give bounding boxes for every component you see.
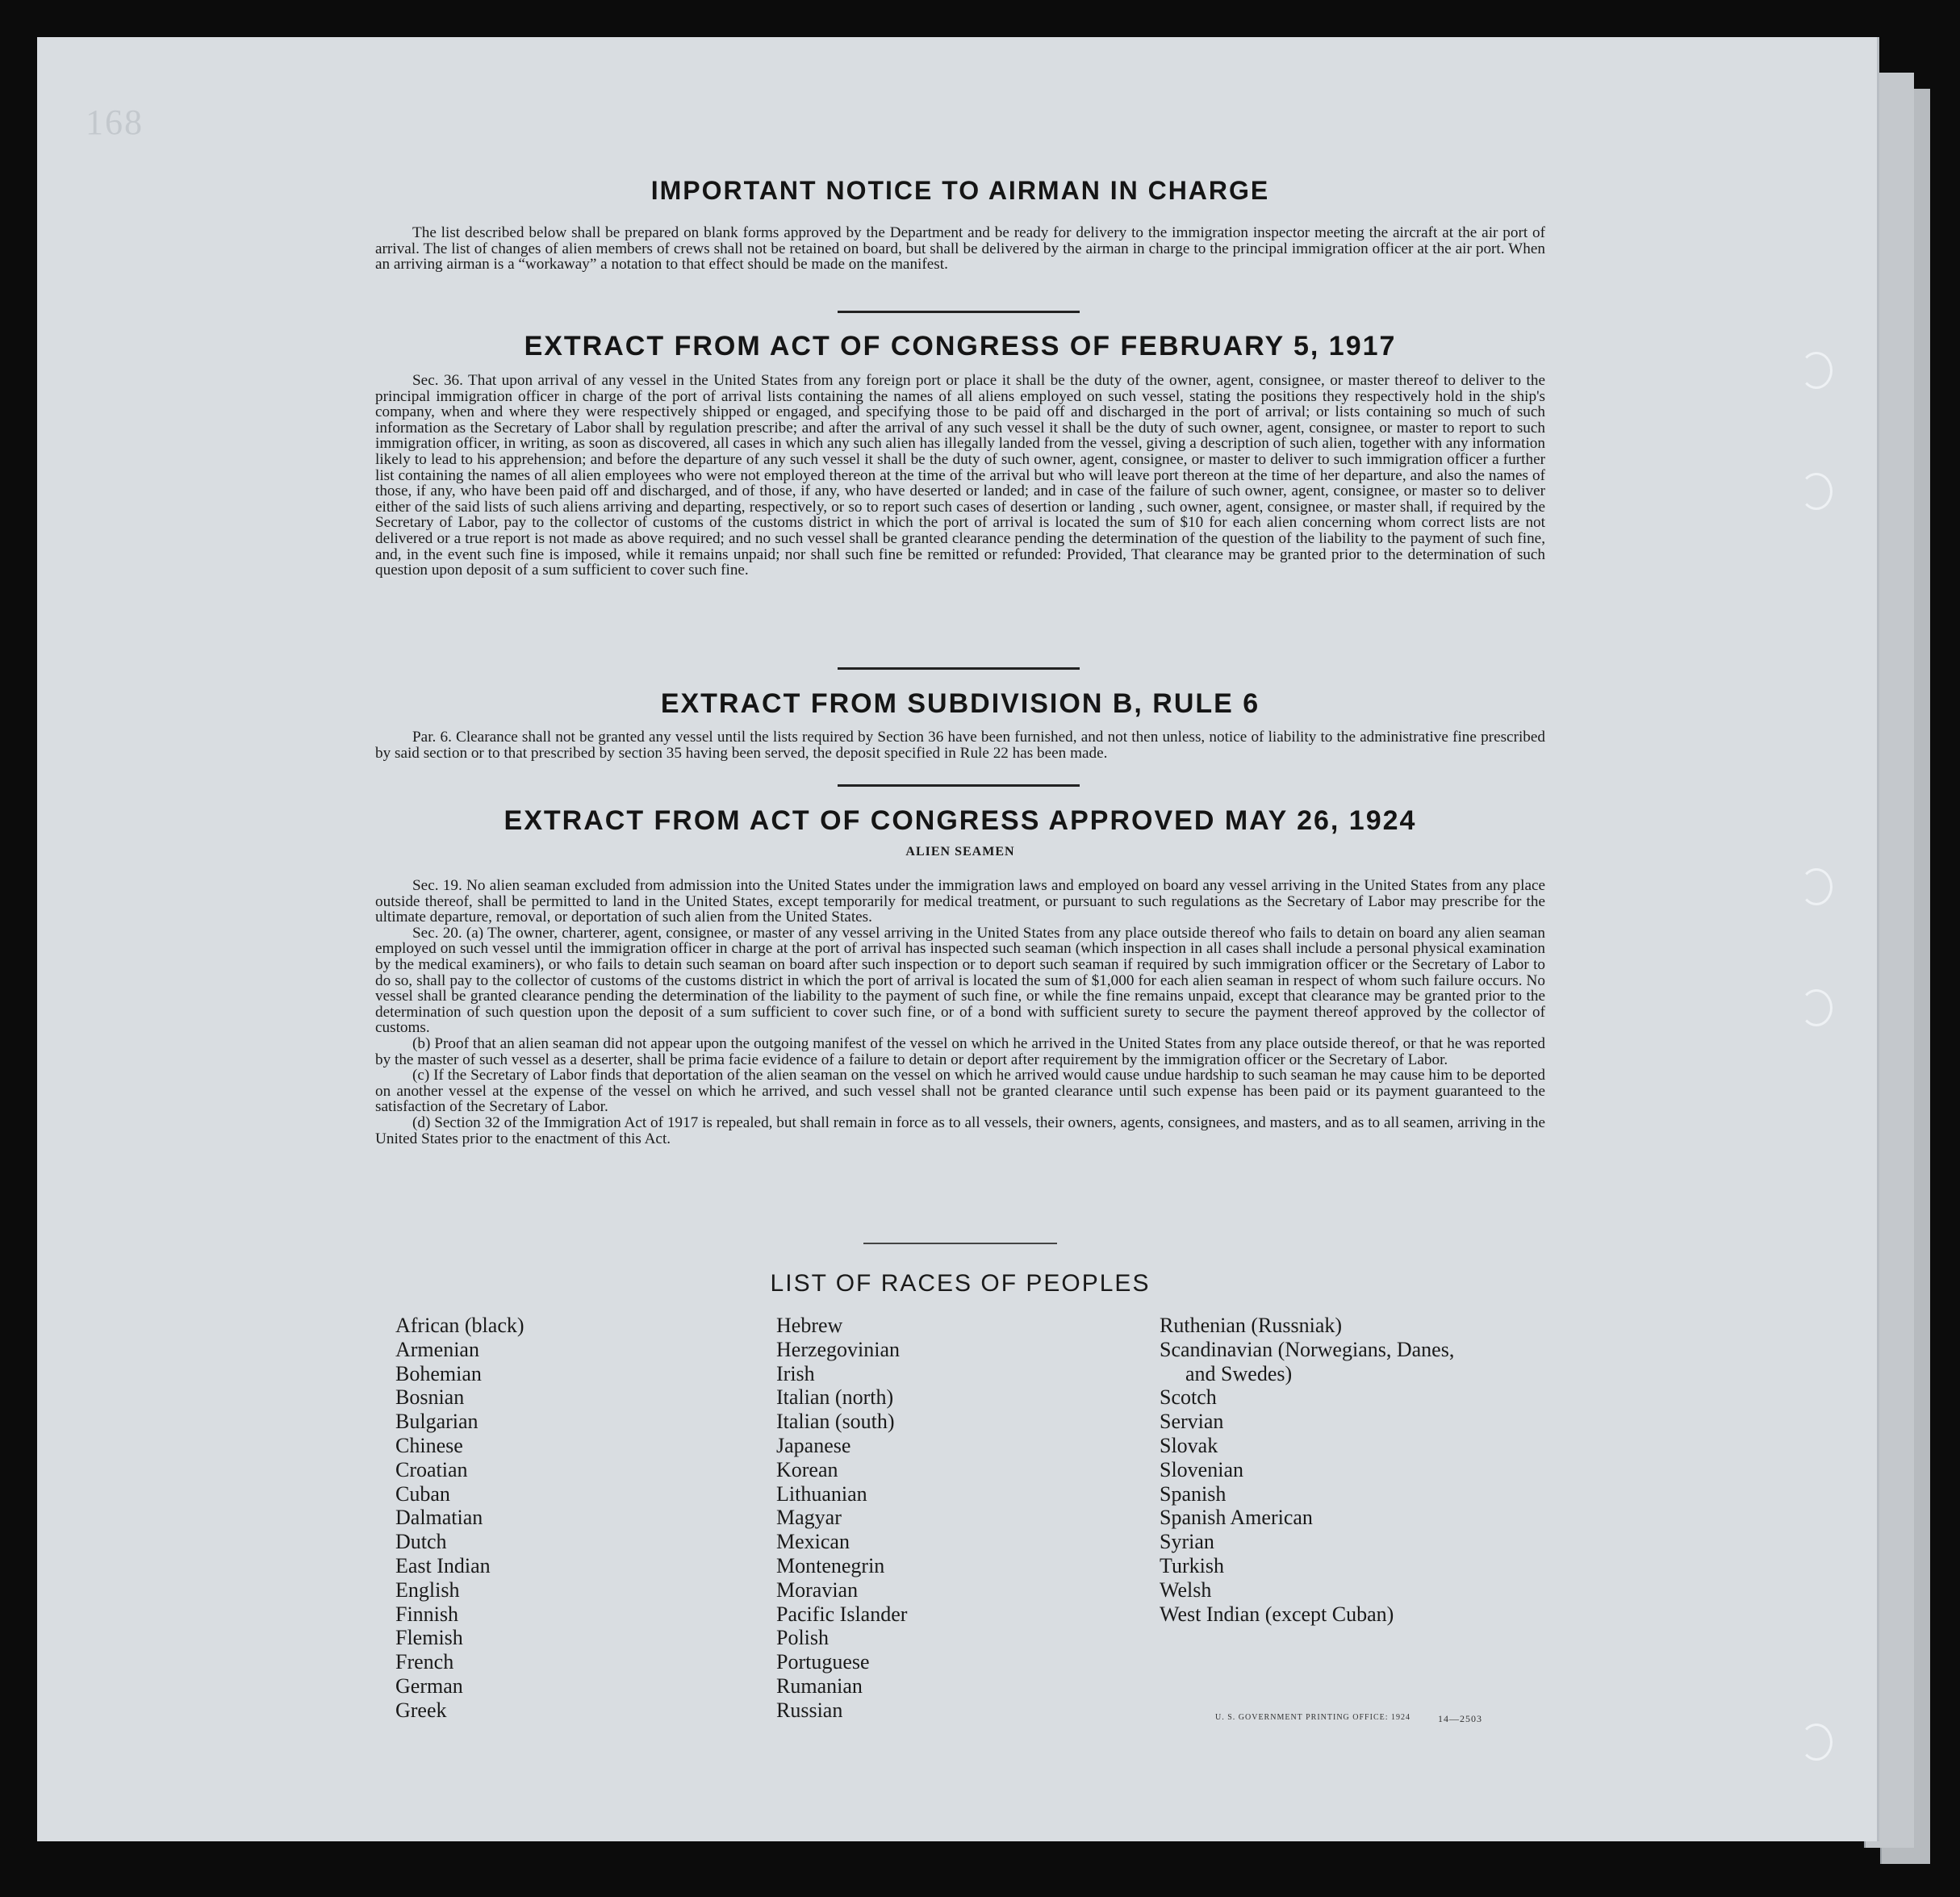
form-number: 14—2503	[1438, 1713, 1482, 1724]
race-item: Servian	[1160, 1410, 1224, 1434]
binder-hole	[1800, 989, 1833, 1026]
race-item: Syrian	[1160, 1530, 1214, 1554]
act-1924-paragraph: (b) Proof that an alien seaman did not appear upon the outgoing manifest of the vessel on which he arrived in the United States from any place outside thereof, or that he was reported by the master of such vessel as a deserter, shall be prima facie evidence of a failure to detain or deport after requirement by the immigration officer or the Secretary of Labor.	[375, 1034, 1545, 1068]
act-1917-body-wrap	[375, 373, 1545, 579]
race-item: Dalmatian	[395, 1506, 483, 1530]
act-1917-title: EXTRACT FROM ACT OF CONGRESS OF FEBRUARY 5, 1917	[524, 331, 1397, 361]
race-item: Ruthenian (Russniak)	[1160, 1314, 1343, 1337]
race-item: Bohemian	[395, 1361, 482, 1385]
rule-6-title: EXTRACT FROM SUBDIVISION B, RULE 6	[660, 688, 1260, 719]
race-item: Irish	[776, 1361, 815, 1385]
notice-paragraph: The list described below shall be prepared on blank forms approved by the Department and be ready for delivery to the immigration inspector meeting the aircraft at the air port of arrival. The list of changes of alien members of crews shall not be retained on board, but shall be delivered by the airman in charge to the principal immigration officer at the air port. When an arriving airman is a “workaway” a notation to that effect should be made on the manifest.	[375, 224, 1545, 274]
race-item: Magyar	[776, 1506, 842, 1530]
race-item: Flemish	[395, 1626, 463, 1650]
race-item: Bulgarian	[395, 1410, 479, 1434]
rule-6-section	[375, 688, 1545, 720]
race-item: Italian (south)	[776, 1410, 895, 1434]
races-title: LIST OF RACES OF PEOPLES	[770, 1270, 1151, 1297]
race-item: Herzegovinian	[776, 1337, 901, 1361]
race-item: Rumanian	[776, 1673, 863, 1698]
race-item: Slovak	[1160, 1433, 1218, 1457]
binder-hole	[1800, 868, 1833, 905]
race-item: Scandinavian (Norwegians, Danes,	[1160, 1337, 1455, 1361]
race-item: and Swedes)	[1185, 1361, 1293, 1385]
race-item: English	[395, 1577, 460, 1602]
act-1917-body	[375, 373, 1545, 579]
page-mark: 168	[86, 102, 144, 142]
act-1924-section	[375, 805, 1545, 864]
race-item: Montenegrin	[776, 1553, 885, 1577]
race-item: Lithuanian	[776, 1481, 867, 1506]
act-1924-body-wrap	[375, 878, 1545, 1147]
divider	[838, 311, 1080, 313]
race-item: Slovenian	[1160, 1457, 1243, 1481]
race-item: Mexican	[776, 1530, 850, 1554]
race-item: Scotch	[1160, 1385, 1217, 1410]
race-item: Polish	[776, 1626, 830, 1650]
race-item: Moravian	[776, 1577, 859, 1602]
divider	[863, 1243, 1057, 1244]
race-item: Russian	[776, 1698, 843, 1722]
binder-hole	[1800, 1724, 1833, 1761]
rule-6-body	[375, 729, 1545, 761]
race-item: Bosnian	[395, 1385, 465, 1410]
race-item: Korean	[776, 1457, 838, 1481]
race-item: Welsh	[1160, 1577, 1212, 1602]
race-item: African (black)	[395, 1314, 524, 1337]
race-item: Hebrew	[776, 1314, 843, 1337]
act-1917-paragraph: Sec. 36. That upon arrival of any vessel in the United States from any foreign port or place it shall be the duty of the owner, agent, consignee, or master thereof to deliver to the principal immigration officer in charge of the port of arrival lists containing the names of all aliens employed on such vessel, stating the positions they respectively hold in the ship's company, when and where they were respectively shipped or engaged, and specifying those to be paid off and discharged in the port of arrival; or lists containing so much of such information as the Secretary of Labor shall by regulation prescribe; and after the arrival of any such vessel it shall be the duty of such owner, agent, consignee, or master to report to such immigration officer, in writing, as soon as discovered, all cases in which any such alien has illegally landed from the vessel, giving a description of such alien, together with any information likely to lead to his apprehension; and before the departure of any such vessel it shall be the duty of such owner, agent, consignee, or master to deliver to such immigration officer a further list containing the names of all alien employees who were not employed thereon at the time of the arrival but who will leave port thereon at the time of her departure, and also the names of those, if any, who have been paid off and discharged, and of those, if any, who have deserted or landed; and in case of the failure of such owner, agent, consignee, or master so to deliver either of the said lists of such aliens arriving and departing, respectively, or so to report such cases of desertion or landing , such owner, agent, consignee, or master shall, if required by the Secretary of Labor, pay to the collector of customs of the customs district in which the port of arrival is located the sum of $10 for each alien concerning whom correct lists are not delivered or a true report is not made as above required; and no such vessel shall be granted clearance pending the determination of the question of the liability to the payment of such fine, and, in the event such fine is imposed, while it remains unpaid; nor shall such fine be remitted or refunded: Provided, That clearance may be granted prior to the determination of such question upon deposit of a sum sufficient to cover such fine.	[375, 372, 1545, 579]
act-1924-subtitle: ALIEN SEAMEN	[905, 845, 1015, 859]
race-item: Dutch	[395, 1530, 447, 1554]
races-column-3	[1160, 1314, 1454, 1626]
race-item: Cuban	[395, 1481, 450, 1506]
notice-section	[375, 176, 1545, 206]
race-item: Greek	[395, 1698, 447, 1722]
binder-hole	[1800, 352, 1833, 389]
race-item: Portuguese	[776, 1650, 870, 1674]
rule-6-paragraph: Par. 6. Clearance shall not be granted any vessel until the lists required by Section 36 have been furnished, and not then unless, notice of liability to the administrative fine prescribed by said section or to that prescribed by section 35 having been served, the deposit specified in Rule 22 has been made.	[375, 729, 1545, 762]
race-item: Pacific Islander	[776, 1602, 908, 1626]
act-1924-paragraph: (c) If the Secretary of Labor finds that deportation of the alien seaman on the vessel on which he arrived would cause undue hardship to such seaman he may cause him to be deported on another vessel at the expense of the vessel on which he arrived, and such vessel shall not be granted clearance until such expense has been paid or its payment guaranteed to the satisfaction of the Secretary of Labor.	[375, 1067, 1545, 1116]
race-item: Italian (north)	[776, 1385, 894, 1410]
notice-title: IMPORTANT NOTICE TO AIRMAN IN CHARGE	[650, 176, 1270, 205]
divider	[838, 784, 1080, 787]
races-column-1	[395, 1314, 524, 1723]
act-1924-paragraph: Sec. 20. (a) The owner, charterer, agent, consignee, or master of any vessel arriving in the United States from any place outside thereof who fails to detain on board any alien seaman employed on such vessel until the immigration officer in charge at the port of arrival has inspected such seaman (which inspection in all cases shall include a personal physical examination by the medical examiners), or who fails to detain such seaman on board after such inspection or to deport such seaman if required by such immigration officer or the Secretary of Labor to do so, shall pay to the collector of customs of the customs district in which the port of arrival is located the sum of $1,000 for each alien seaman in respect of whom such failure occurs. No vessel shall be granted clearance pending the determination of the liability to the payment of such fine, or while the fine remains unpaid, except that clearance may be granted prior to the determination of such question upon the deposit of a sum sufficient to cover such fine, or of a bond with sufficient surety to secure the payment thereof approved by the collector of customs.	[375, 924, 1545, 1037]
race-item: Turkish	[1160, 1553, 1224, 1577]
act-1917-section	[375, 331, 1545, 362]
races-column-2	[776, 1314, 907, 1723]
act-1924-paragraph: Sec. 19. No alien seaman excluded from admission into the United States under the immigration laws and employed on board any vessel arriving in the United States from any place outside thereof, shall be permitted to land in the United States, except temporarily for medical treatment, or pursuant to such regulations as the Secretary of Labor may prescribe for the ultimate departure, removal, or deportation of such alien from the United States.	[375, 877, 1545, 926]
race-item: French	[395, 1650, 454, 1674]
printer-imprint: U. S. GOVERNMENT PRINTING OFFICE: 1924	[1215, 1713, 1410, 1722]
race-item: Chinese	[395, 1433, 463, 1457]
race-item: Japanese	[776, 1433, 851, 1457]
notice-body-wrap	[375, 225, 1545, 273]
race-item: Finnish	[395, 1602, 459, 1626]
race-item: Armenian	[395, 1337, 479, 1361]
race-item: Croatian	[395, 1457, 468, 1481]
race-item: Spanish	[1160, 1481, 1227, 1506]
race-item: Spanish American	[1160, 1506, 1313, 1530]
notice-body	[375, 225, 1545, 273]
binder-hole	[1800, 473, 1833, 510]
race-item: East Indian	[395, 1553, 491, 1577]
divider	[838, 667, 1080, 670]
act-1924-body	[375, 878, 1545, 1147]
act-1924-paragraph: (d) Section 32 of the Immigration Act of 1917 is repealed, but shall remain in force as to all vessels, their owners, agents, consignees, and masters, and as to all seamen, arriving in the United States prior to the enactment of this Act.	[375, 1114, 1545, 1147]
rule-6-body-wrap	[375, 729, 1545, 761]
act-1924-title: EXTRACT FROM ACT OF CONGRESS APPROVED MAY 26, 1924	[504, 805, 1417, 836]
race-item: West Indian (except Cuban)	[1160, 1602, 1394, 1626]
race-item: German	[395, 1673, 463, 1698]
